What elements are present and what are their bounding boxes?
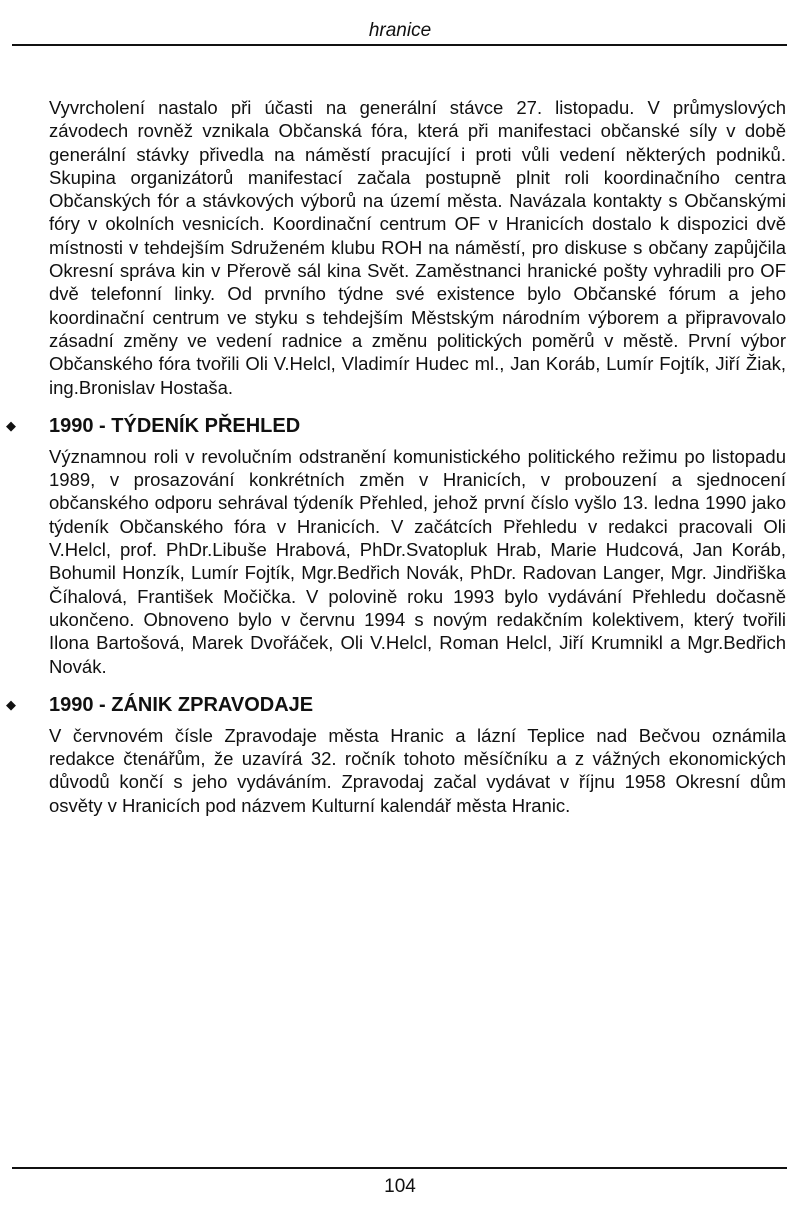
- section-tydenik-prehled: [0, 412, 800, 678]
- page-number: 104: [384, 1176, 416, 1197]
- section-heading: 1990 - TÝDENÍK PŘEHLED: [49, 414, 301, 437]
- running-head-title: hranice: [368, 20, 432, 41]
- section-zanik-zpravodaje: [0, 691, 800, 817]
- diamond-bullet-icon: ◆: [6, 696, 16, 712]
- page-body: [0, 96, 800, 817]
- footer-divider: [12, 1167, 787, 1169]
- section-heading: 1990 - ZÁNIK ZPRAVODAJE: [49, 693, 314, 716]
- section-paragraph: Významnou roli v revolučním odstranění komunistického politického režimu po listopadu 1989, v prosazování konkrétních změn v Hranicích, v probouzení a sjednocení občanského odporu sehrával týdeník Přehled, jehož první číslo vyšlo 13. ledna 1990 jako týdeník Občanského fóra v Hranicích. V začátcích Přehledu v redakci pracovali Oli V.Helcl, prof. PhDr.Libuše Hrabová, PhDr.Svatopluk Hrab, Marie Hudcová, Jan Koráb, Bohumil Honzík, Lumír Fojtík, Mgr.Bedřich Novák, PhDr. Radovan Langer, Mgr. Jindřiška Číhalová, František Močička. V polovině roku 1993 bylo vydávání Přehledu dočasně ukončeno. Obnoveno bylo v červnu 1994 s novým redakčním kolektivem, který tvořili Ilona Bartošová, Marek Dvořáček, Oli V.Helcl, Roman Helcl, Jiří Krumnikl a Mgr.Bedřich Novák.: [49, 445, 786, 677]
- section-heading-row: [0, 691, 800, 719]
- diamond-bullet-icon: ◆: [6, 417, 16, 433]
- section-heading-row: [0, 412, 800, 440]
- header-divider: [12, 44, 787, 46]
- section-paragraph: V červnovém čísle Zpravodaje města Hranic a lázní Teplice nad Bečvou oznámila redakce čtenářům, že uzavírá 32. ročník tohoto měsíčníku a z vážných ekonomických důvodů končí s jeho vydáváním. Zpravodaj začal vydávat v říjnu 1958 Okresní dům osvěty v Hranicích pod názvem Kulturní kalendář města Hranic.: [49, 724, 786, 816]
- intro-paragraph: Vyvrcholení nastalo při účasti na generální stávce 27. listopadu. V průmyslových závodech rovněž vznikala Občanská fóra, která při manifestaci občanské síly v době generální stávky přivedla na náměstí pracující i proti vůli vedení některých podniků. Skupina organizátorů manifestací začala postupně plnit roli koordinačního centra Občanských fór a stávkových výborů na území města. Navázala kontakty s Občanskými fóry v okolních vesnicích. Koordinační centrum OF v Hranicích dostalo k dispozici dvě místnosti v tehdejším Sdruženém klubu ROH na náměstí, pro diskuse s občany zapůjčila Okresní správa kin v Přerově sál kina Svět. Zaměstnanci hranické pošty vyhradili pro OF dvě telefonní linky. Od prvního týdne své existence bylo Občanské fórum a jeho koordinační centrum ve styku s tehdejším Městským národním výborem a připravovalo zásadní změny ve vedení radnice a změnu politických poměrů v městě. První výbor Občanského fóra tvořili Oli V.Helcl, Vladimír Hudec ml., Jan Koráb, Lumír Fojtík, Jiří Žiak, ing.Bronislav Hostaša.: [49, 97, 786, 398]
